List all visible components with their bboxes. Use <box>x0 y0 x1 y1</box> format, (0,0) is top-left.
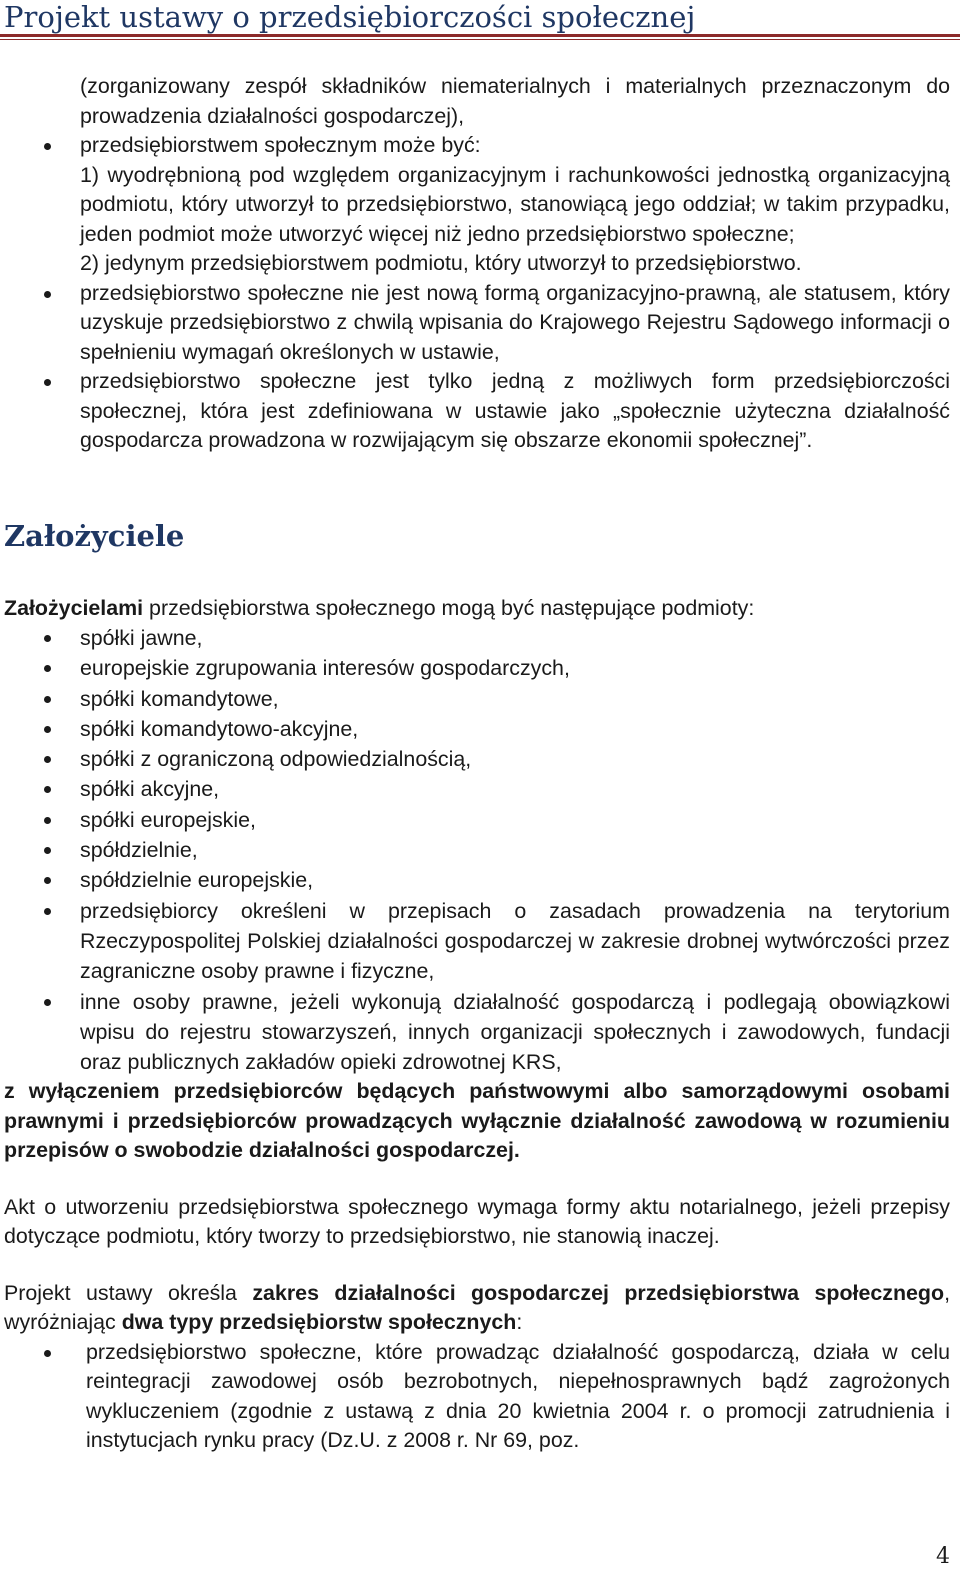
bullet-icon <box>44 817 51 824</box>
act-paragraph: Akt o utworzeniu przedsiębiorstwa społecznego wymaga formy aktu notarialnego, jeżeli przepisy dotyczące podmiotu, który tworzy to przedsiębiorstwo, nie stanowią inaczej. <box>4 1194 950 1249</box>
document-body <box>0 72 950 1456</box>
bullet-icon <box>44 379 51 386</box>
founders-lead-bold: Założycielami <box>4 595 144 620</box>
page-number: 4 <box>936 1544 950 1569</box>
list-item <box>0 805 950 835</box>
header-title: Projekt ustawy o przedsiębiorczości społecznej <box>4 0 696 34</box>
founders-list <box>0 623 950 1077</box>
list-item <box>0 684 950 714</box>
project-paragraph <box>0 1279 950 1338</box>
bullet-icon <box>44 999 51 1006</box>
list-item <box>0 279 950 368</box>
list-item-text: spółki komandytowe, <box>80 686 279 711</box>
list-item-sub-2: 2) jedynym przedsiębiorstwem podmiotu, który utworzył to przedsiębiorstwo. <box>80 251 802 275</box>
list-item <box>0 1338 950 1456</box>
list-item <box>0 623 950 653</box>
list-item-text: przedsiębiorcy określeni w przepisach o zasadach prowadzenia na terytorium Rzeczypospolitej Polskiej działalności gospodarczej w zakresie drobnej wytwórczości przez zagraniczne osoby prawne i fizyczne, <box>80 898 950 984</box>
list-item <box>0 835 950 865</box>
bullet-icon <box>44 877 51 884</box>
list-item-text: spółki europejskie, <box>80 807 256 832</box>
bullet-icon <box>44 1350 51 1357</box>
project-text-1: Projekt ustawy określa <box>4 1280 253 1305</box>
list-item <box>0 367 950 456</box>
list-item <box>0 987 950 1078</box>
list-item-text: przedsiębiorstwo społeczne, które prowadząc działalność gospodarczą, działa w celu reintegracji zawodowej osób bezrobotnych, niepełnosprawnych bądź zagrożonych wykluczeniem (zgodnie z ustawą z dnia 20 kwietnia 2004 r. o promocji zatrudnienia i instytucjach rynku pracy (Dz.U. z 2008 r. Nr 69, poz. <box>86 1339 950 1453</box>
project-bullet-list <box>0 1338 950 1456</box>
list-item <box>0 744 950 774</box>
bullet-icon <box>44 696 51 703</box>
list-item-text: spółdzielnie, <box>80 838 198 863</box>
project-text-3: : <box>516 1310 523 1335</box>
list-item-text: przedsiębiorstwo społeczne nie jest nową formą organizacyjno-prawną, ale statusem, który uzyskuje przedsiębiorstwo z chwilą wpisania do Krajowego Rejestru Sądowego informacji o spełnieniu wymagań określonych w ustawie, <box>80 280 950 364</box>
intro-continuation: (zorganizowany zespół składników niematerialnych i materialnych przeznaczonym do prowadzenia działalności gospodarczej), <box>80 74 950 128</box>
intro-bullet-list <box>0 131 950 456</box>
header-rule <box>0 34 960 37</box>
header-rule-thin <box>0 39 960 40</box>
list-item <box>0 774 950 804</box>
list-item <box>0 865 950 895</box>
list-item <box>0 714 950 744</box>
list-item-text: spółki z ograniczoną odpowiedzialnością, <box>80 747 472 772</box>
bullet-icon <box>44 756 51 763</box>
bullet-icon <box>44 635 51 642</box>
project-text-2: , wyróżniając <box>4 1280 951 1335</box>
list-item-text: spółki komandytowo-akcyjne, <box>80 716 359 741</box>
bullet-icon <box>44 143 51 150</box>
founders-exclusion: z wyłączeniem przedsiębiorców będących państwowymi albo samorządowymi osobami prawnymi i przedsiębiorców prowadzących wyłącznie działalność zawodową w rozumieniu przepisów o swobodzie działalności gospodarczej. <box>4 1079 950 1163</box>
list-item-text: spółdzielnie europejskie, <box>80 868 314 893</box>
project-bold-1: zakres działalności gospodarczej przedsiębiorstwa społecznego <box>252 1280 945 1305</box>
project-bold-2: dwa typy przedsiębiorstw społecznych <box>121 1310 517 1335</box>
list-item <box>0 896 950 987</box>
bullet-icon <box>44 786 51 793</box>
bullet-icon <box>44 847 51 854</box>
founders-lead <box>0 594 950 624</box>
bullet-icon <box>44 291 51 298</box>
list-item-text: przedsiębiorstwem społecznym może być: <box>80 133 481 157</box>
page-header <box>0 0 960 40</box>
section-heading-founders: Założyciele <box>4 518 185 553</box>
bullet-icon <box>44 908 51 915</box>
list-item-text: spółki jawne, <box>80 626 203 650</box>
list-item-sub-1: 1) wyodrębnioną pod względem organizacyjnym i rachunkowości jednostką organizacyjną podmiotu, który utworzył to przedsiębiorstwo, stanowiącą jego oddział; w takim przypadku, jeden podmiot może utworzyć więcej niż jedno przedsiębiorstwo społeczne; <box>80 162 950 246</box>
founders-lead-rest: przedsiębiorstwa społecznego mogą być następujące podmioty: <box>143 595 755 620</box>
list-item-text: przedsiębiorstwo społeczne jest tylko jedną z możliwych form przedsiębiorczości społecznej, która jest zdefiniowana w ustawie jako „społecznie użyteczna działalność gospodarcza prowadzona w rozwijającym się obszarze ekonomii społecznej”. <box>80 369 950 452</box>
list-item-text: spółki akcyjne, <box>80 777 220 802</box>
list-item <box>0 653 950 683</box>
bullet-icon <box>44 726 51 733</box>
bullet-icon <box>44 665 51 672</box>
list-item-text: inne osoby prawne, jeżeli wykonują działalność gospodarczą i podlegają obowiązkowi wpisu do rejestru stowarzyszeń, innych organizacji społecznych i zawodowych, fundacji oraz publicznych zakładów opieki zdrowotnej KRS, <box>80 989 950 1075</box>
list-item <box>0 131 950 279</box>
list-item-text: europejskie zgrupowania interesów gospodarczych, <box>80 656 570 681</box>
